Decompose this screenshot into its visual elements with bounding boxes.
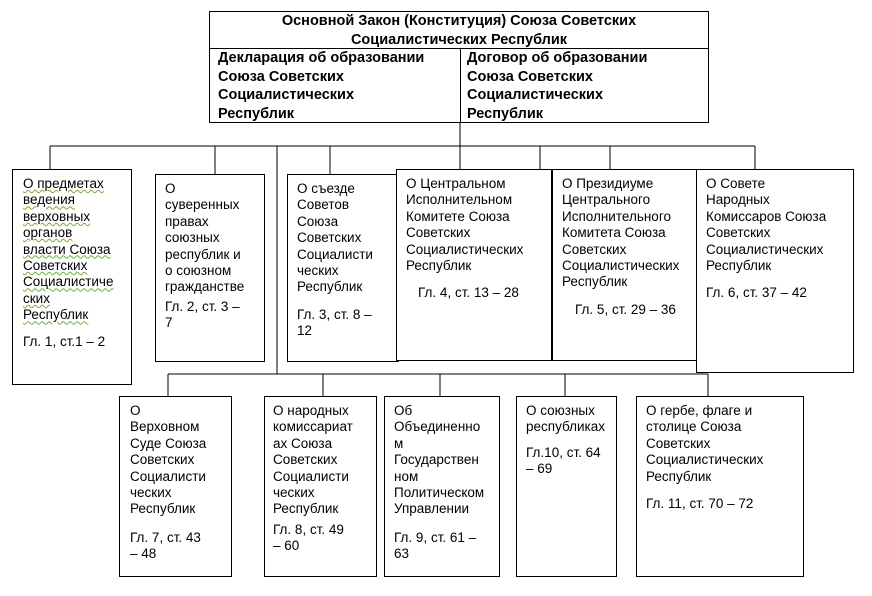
chapter-1-title: О предметах ведения верховных органов власти Союза Советских Социалистиче ских Республик [23,176,114,323]
chapter-5-ref: Гл. 5, ст. 29 – 36 [575,302,676,317]
constitution-title: Основной Закон (Конституция) Союза Советских Социалистических Республик [281,13,637,48]
chapter-1-ref: Гл. 1, ст.1 – 2 [23,334,106,349]
chapter-8-ref: Гл. 8, ст. 49 – 60 [273,522,344,554]
chapter-8-title: О народных комиссариат ах Союза Советских Социалисти ческих Республик [273,403,353,517]
declaration-text: Декларация об образовании Союза Советских Социалистических Республик [218,50,425,122]
chapter-9-title: Об Объединенно м Государствен ном Политическом Управлении [394,403,485,517]
chapter-10-title: О союзных республиках [526,403,605,435]
chapter-6-title: О Совете Народных Комиссаров Союза Советских Социалистических Республик [706,176,827,274]
chapter-3-title: О съезде Советов Союза Советских Социалисти ческих Республик [297,181,373,295]
chapter-2-title: О суверенных правах союзных республик и о союзном гражданстве [165,181,245,295]
chapter-11-ref: Гл. 11, ст. 70 – 72 [646,496,754,511]
chapter-9-ref: Гл. 9, ст. 61 – 63 [394,530,477,562]
chapter-4-ref: Гл. 4, ст. 13 – 28 [418,285,519,300]
chapter-2-ref: Гл. 2, ст. 3 – 7 [165,299,240,331]
treaty-text: Договор об образовании Союза Советских Социалистических Республик [467,50,648,122]
chapter-5-title: О Президиуме Центрального Исполнительного Комитета Союза Советских Социалистических Республик [562,176,680,290]
chapter-3-ref: Гл. 3, ст. 8 – 12 [297,307,372,339]
chapter-11-title: О гербе, флаге и столице Союза Советских Социалистических Республик [646,403,764,484]
chapter-7-ref: Гл. 7, ст. 43 – 48 [130,530,201,562]
chapter-4-title: О Центральном Исполнительном Комитете Союза Советских Социалистических Республик [406,176,524,274]
chapter-7-title: О Верховном Суде Союза Советских Социалисти ческих Республик [130,403,207,517]
chapter-10-ref: Гл.10, ст. 64 – 69 [526,445,601,477]
chapter-6-ref: Гл. 6, ст. 37 – 42 [706,285,807,300]
